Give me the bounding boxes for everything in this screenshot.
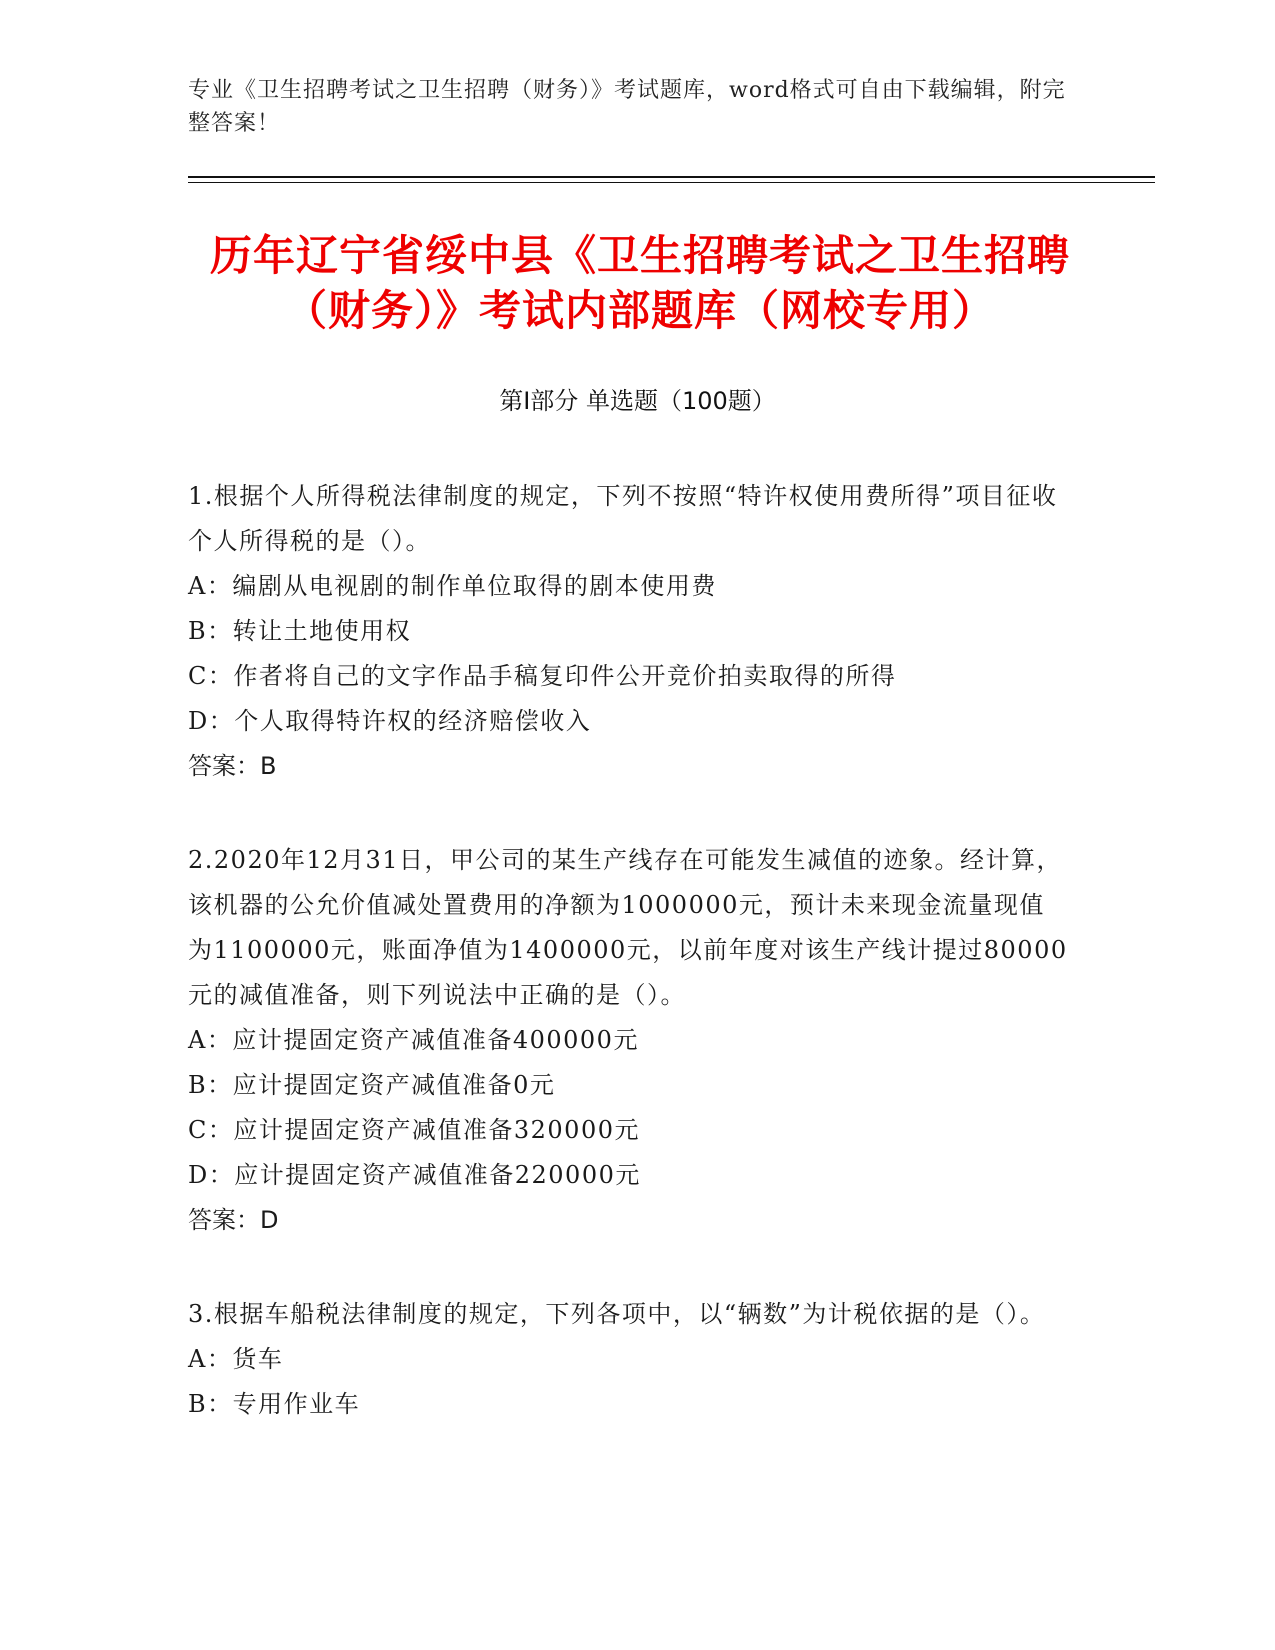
answer: 答案：B	[188, 752, 277, 780]
option-b: B：专用作业车	[188, 1390, 361, 1418]
answer: 答案：D	[188, 1206, 279, 1234]
header-divider-thin	[188, 182, 1155, 183]
header-note: 专业《卫生招聘考试之卫生招聘（财务）》考试题库，word格式可自由下载编辑，附完整答案！	[188, 78, 1066, 136]
option-b: B：转让土地使用权	[188, 617, 412, 645]
document-title: 历年辽宁省绥中县《卫生招聘考试之卫生招聘（财务）》考试内部题库（网校专用）	[209, 231, 1070, 335]
section-heading: 第Ⅰ部分 单选题（100题）	[499, 387, 776, 415]
question-stem: 1.根据个人所得税法律制度的规定，下列不按照“特许权使用费所得”项目征收个人所得税的是（）。	[188, 482, 1058, 555]
option-a: A：编剧从电视剧的制作单位取得的剧本使用费	[188, 572, 717, 600]
question-2	[188, 838, 1068, 1243]
question-stem: 3.根据车船税法律制度的规定，下列各项中，以“辆数”为计税依据的是（）。	[188, 1300, 1046, 1328]
option-a: A：货车	[188, 1345, 284, 1373]
option-d: D：应计提固定资产减值准备220000元	[188, 1161, 641, 1189]
question-stem: 2.2020年12月31日，甲公司的某生产线存在可能发生减值的迹象。经计算，该机器的公允价值减处置费用的净额为1000000元，预计未来现金流量现值为1100000元，账面净值为1400000元，以前年度对该生产线计提过80000元的减值准备，则下列说法中正确的是（）。	[188, 846, 1068, 1009]
option-c: C：应计提固定资产减值准备320000元	[188, 1116, 640, 1144]
option-d: D：个人取得特许权的经济赔偿收入	[188, 707, 592, 735]
option-c: C：作者将自己的文字作品手稿复印件公开竞价拍卖取得的所得	[188, 662, 897, 690]
option-b: B：应计提固定资产减值准备0元	[188, 1071, 556, 1099]
header-divider-thick	[188, 176, 1155, 178]
question-3	[188, 1292, 1068, 1427]
question-1	[188, 474, 1068, 789]
option-a: A：应计提固定资产减值准备400000元	[188, 1026, 639, 1054]
